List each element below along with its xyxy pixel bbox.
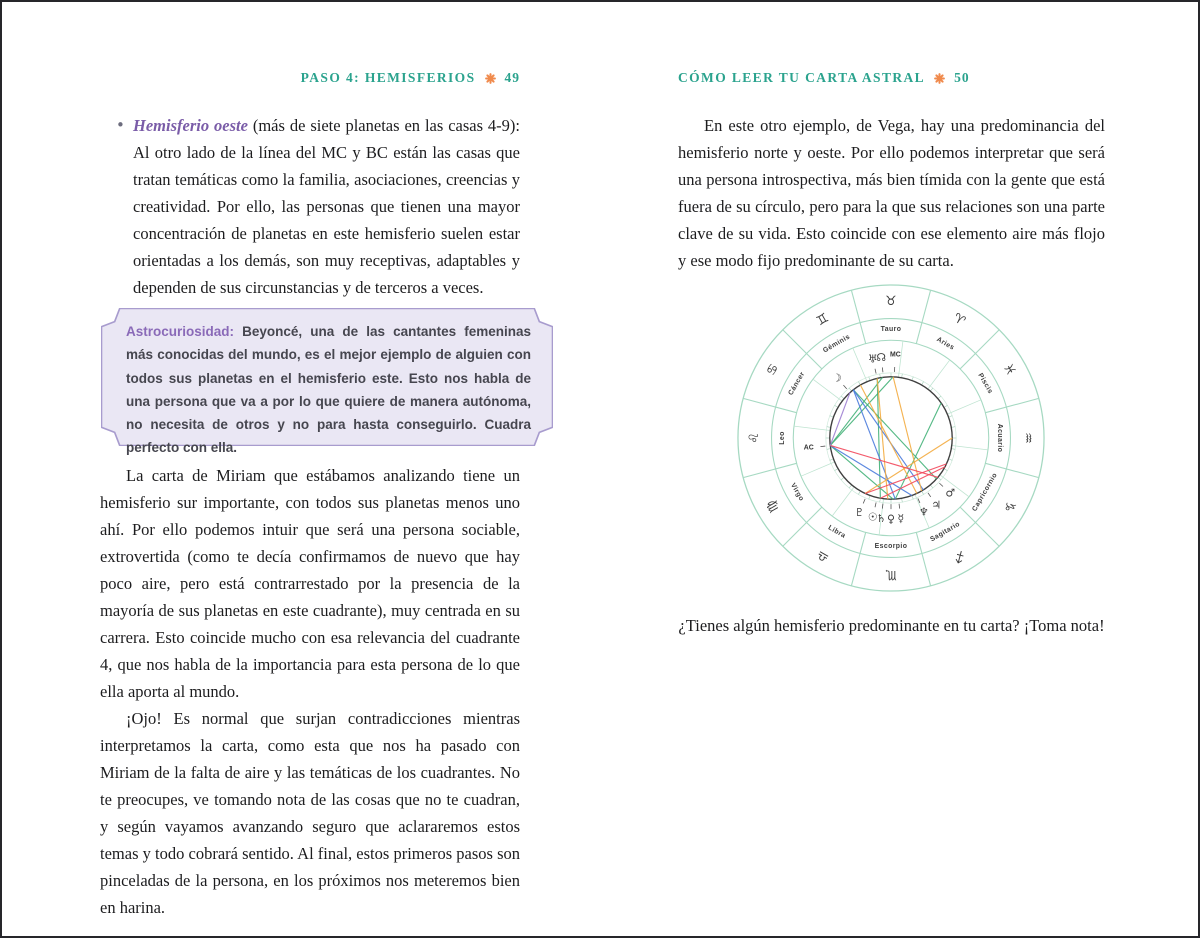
bullet-dot: • <box>116 116 125 134</box>
chart-caption: ¿Tienes algún hemisferio predominante en tu carta? ¡Toma nota! <box>678 616 1105 635</box>
svg-text:♄: ♄ <box>876 511 887 525</box>
svg-text:AC: AC <box>803 444 814 452</box>
svg-text:♆: ♆ <box>919 505 929 519</box>
natal-chart <box>735 282 1047 594</box>
right-body-paragraph <box>678 112 1105 274</box>
svg-text:MC: MC <box>889 351 901 359</box>
svg-text:♎: ♎ <box>814 546 832 566</box>
astrocuriosidad-label: Astrocuriosidad: <box>126 324 235 339</box>
svg-text:Tauro: Tauro <box>880 325 902 333</box>
svg-text:♍: ♍ <box>763 497 783 515</box>
paragraph-miriam: La carta de Miriam que estábamos analizando tiene un hemisferio sur importante, con todos sus planetas menos uno ahí. Por ello podemos intuir que será una persona sociable, extrovertida (como te decía confirmamos de nuevo que hay poco aire, pero está contrarrestado por la presencia de la mayoría de sus planetas en este cuadrante), muy centrada en su carrera. Esto coincide mucho con esa relevancia del cuadrante 4, que nos habla de la importancia para esta persona de lo que ella aporta al mundo. <box>100 466 520 701</box>
svg-text:Leo: Leo <box>778 431 786 445</box>
astrocuriosidad-box <box>101 308 553 456</box>
svg-text:♌: ♌ <box>747 432 763 444</box>
bullet-term: Hemisferio oeste <box>133 116 248 135</box>
left-page <box>100 0 531 938</box>
left-body-paragraphs <box>100 462 520 921</box>
svg-text:Virgo: Virgo <box>789 482 805 503</box>
paragraph-vega: En este otro ejemplo, de Vega, hay una predominancia del hemisferio norte y oeste. Por ello podemos interpretar que será una persona introspectiva, más bien tímida con la gente que está fuera de su círculo, pero para la que sus relaciones son una parte clave de su vida. Esto coincide con ese elemento aire más flojo y ese modo fijo predominante de su carta. <box>678 116 1105 270</box>
svg-text:Aries: Aries <box>935 336 956 352</box>
svg-text:☊: ☊ <box>876 351 886 365</box>
svg-text:♐: ♐ <box>950 546 968 566</box>
svg-text:♓: ♓ <box>999 361 1019 379</box>
astrocuriosidad-text: Beyoncé, una de las cantantes femeninas más conocidas del mundo, es el mejor ejemplo de alguien con todos sus planetas en el hemisferio este. Esto nos habla de una persona que va a por lo que quiere de manera autónoma, no necesita de otros y no para hasta conseguirlo. Cuadra perfecto con ella. <box>126 324 531 456</box>
svg-text:Cáncer: Cáncer <box>787 370 807 397</box>
right-header-title: CÓMO LEER TU CARTA ASTRAL <box>678 70 926 85</box>
svg-text:♈: ♈ <box>950 310 968 330</box>
right-running-head <box>678 70 1105 86</box>
svg-text:Piscis: Piscis <box>976 372 994 396</box>
svg-text:♒: ♒ <box>1019 432 1035 444</box>
svg-text:♉: ♉ <box>885 294 897 310</box>
svg-text:Acuario: Acuario <box>996 423 1004 453</box>
svg-text:Géminis: Géminis <box>821 333 852 355</box>
svg-text:☿: ☿ <box>897 511 905 525</box>
svg-text:☉: ☉ <box>867 510 878 524</box>
svg-text:Capricornio: Capricornio <box>971 471 999 513</box>
right-page-number: 50 <box>954 70 970 85</box>
right-page <box>678 0 1105 938</box>
svg-text:♃: ♃ <box>931 498 942 512</box>
paragraph-ojo: ¡Ojo! Es normal que surjan contradicciones mientras interpretamos la carta, como esta que nos ha pasado con Miriam de la falta de aire y las temáticas de los cuadrantes. No te preocupes, ve tomando nota de las cosas que no te cuadran, y según vayamos avanzando seguro que aclararemos estos temas y todo cobrará sentido. Al final, estos primeros pasos son pinceladas de la persona, en los próximos nos meteremos bien en harina. <box>100 709 520 917</box>
left-running-head <box>100 70 520 86</box>
left-page-number: 49 <box>504 70 520 85</box>
star-separator-icon <box>485 73 496 84</box>
svg-text:Escorpio: Escorpio <box>874 543 908 551</box>
svg-text:♑: ♑ <box>999 497 1019 515</box>
svg-text:♅: ♅ <box>867 352 878 366</box>
natal-chart-svg <box>735 282 1047 594</box>
svg-text:♇: ♇ <box>854 506 865 520</box>
bullet-text: (más de siete planetas en las casas 4-9): Al otro lado de la línea del MC y BC están las casas que tratan temáticas como la familia, asociaciones, creencias y creatividad. Por ello, las personas que tienen una mayor concentración de planetas en este hemisferio suelen estar orientadas a los demás, son muy receptivas, adaptables y dependen de sus circunstancias y de terceros a veces. <box>133 116 520 297</box>
astrocuriosidad-content <box>101 308 553 456</box>
svg-text:♏: ♏ <box>885 566 897 582</box>
svg-text:☽: ☽ <box>831 371 842 385</box>
star-separator-icon <box>934 73 945 84</box>
left-header-title: PASO 4: HEMISFERIOS <box>300 70 476 85</box>
svg-text:Libra: Libra <box>826 524 847 540</box>
svg-text:Sagitario: Sagitario <box>929 520 962 544</box>
svg-text:♊: ♊ <box>814 310 832 330</box>
hemisferio-oeste-bullet <box>100 112 520 301</box>
svg-text:♀: ♀ <box>887 512 895 526</box>
svg-text:♋: ♋ <box>763 361 783 379</box>
svg-text:♂: ♂ <box>945 486 956 500</box>
